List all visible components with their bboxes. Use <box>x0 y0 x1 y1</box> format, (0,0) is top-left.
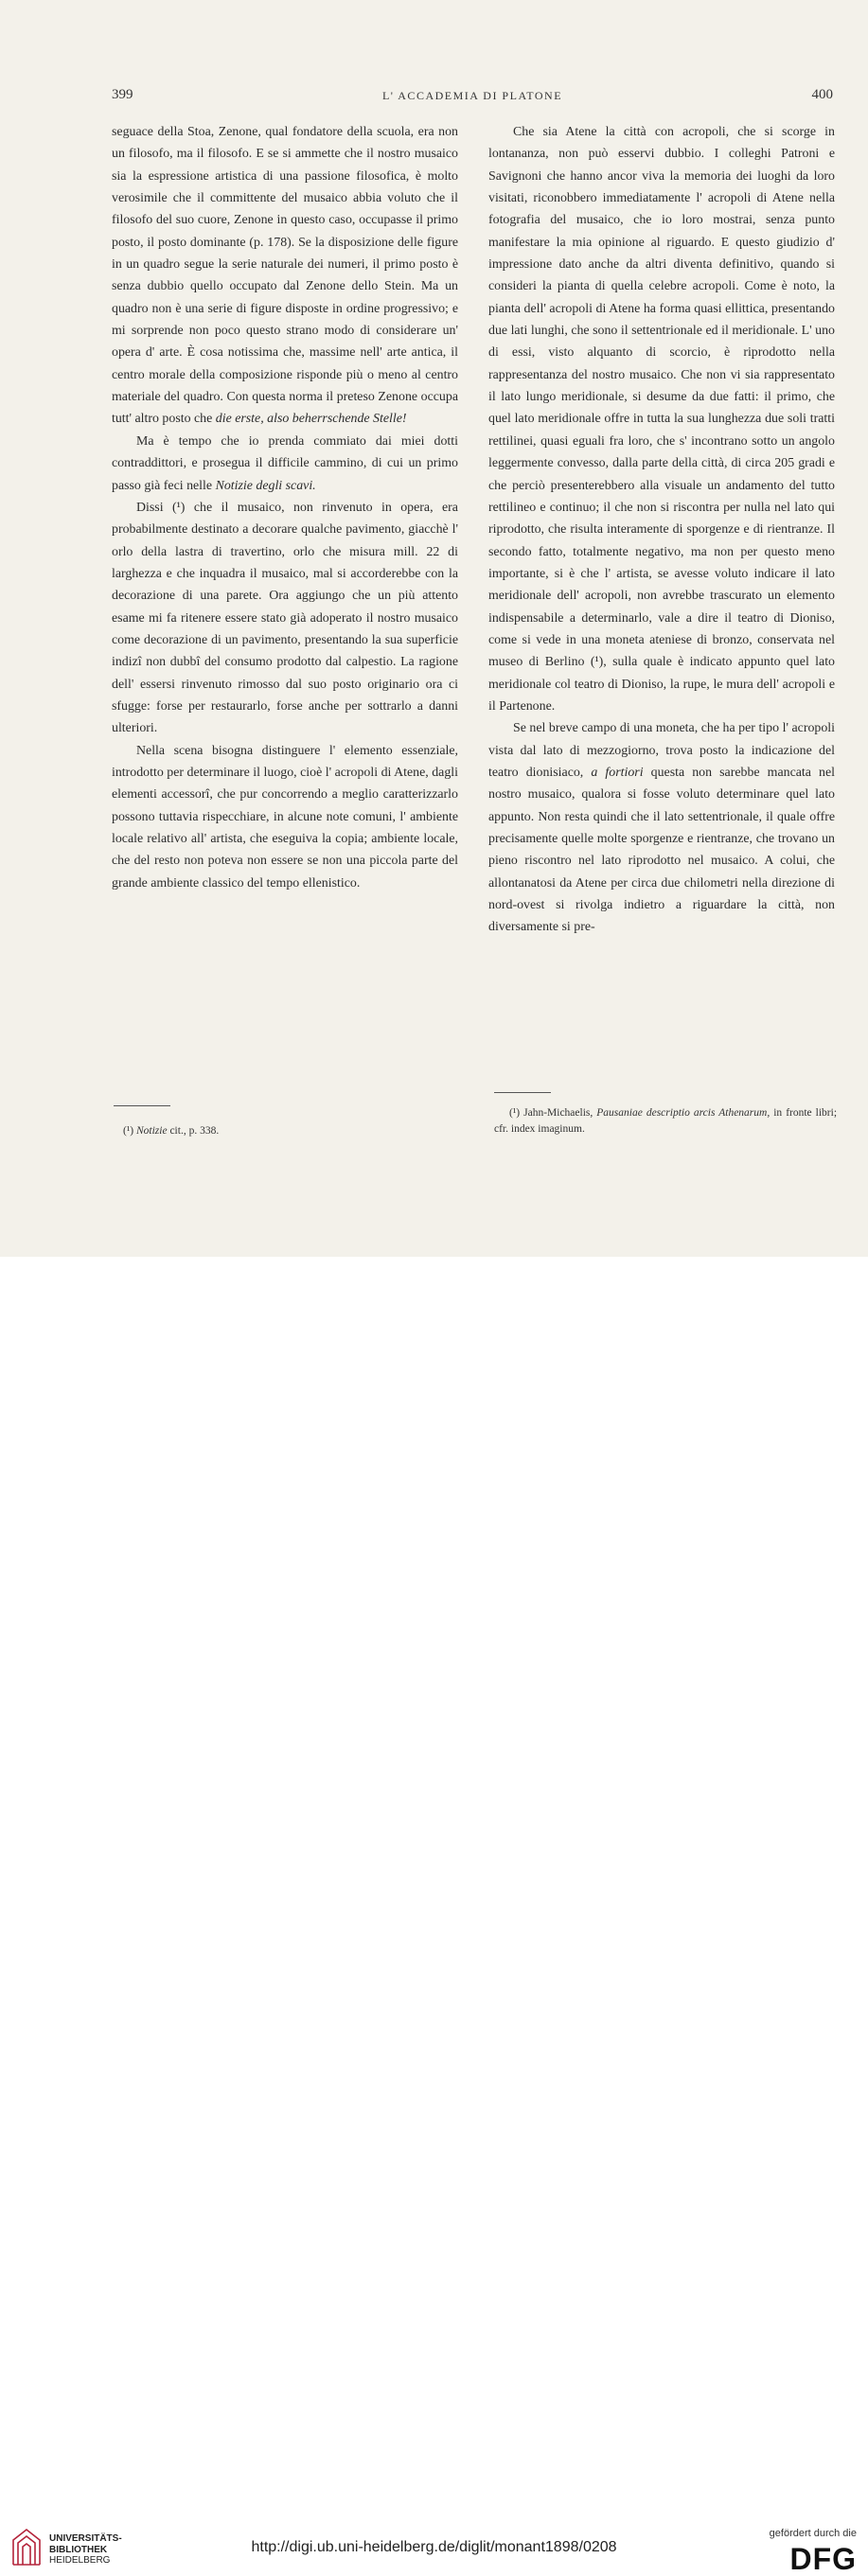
scanned-page <box>0 0 868 1257</box>
footnote-right: (¹) Jahn-Michaelis, Pausaniae descriptio arcis Athenarum, in fronte libri; cfr. index imaginum. <box>494 1107 838 1135</box>
left-column <box>112 121 458 894</box>
paragraph: Dissi (¹) che il musaico, non rinvenuto in opera, era probabilmente destinato a decorare qualche pavimento, giacchè l' orlo della lastra di travertino, orlo che misura mill. 22 di larghezza e che inquadra il musaico, mal si accorderebbe con la decorazione di una parete. Ora aggiungo che un più attento esame mi fa ritenere essere stato già adoperato il nostro musaico come decorazione di un pavimento, presentando la sua superficie indizî non dubbî del consumo prodotto dal calpestio. La ragione dell' essersi rinvenuto rimosso dal suo posto originario ora ci sfugge: forse per restaurarlo, forse anche per sottrarlo a danni ulteriori. <box>112 500 458 736</box>
footnote-ref: (¹), <box>590 655 607 670</box>
funding-caption: gefördert durch die <box>769 2528 857 2539</box>
page-number-left: 399 <box>112 87 133 102</box>
running-title: L' ACCADEMIA DI PLATONE <box>381 89 563 102</box>
running-head <box>112 87 833 108</box>
right-column <box>488 121 835 939</box>
university-library-label: UNIVERSITÄTS- BIBLIOTHEK HEIDELBERG <box>49 2533 122 2566</box>
dfg-logo: DFG <box>789 2542 857 2576</box>
paragraph: Nella scena bisogna distinguere l' elemento essenziale, introdotto per determinare il luogo, cioè l' acropoli di Atene, dagli elementi accessorî, che pur concorrendo a meglio caratterizzarlo possono tuttavia rispecchiare, in alcune note comuni, l' ambiente locale relativo all' artista, che eseguiva la copia; ambiente locale, che del resto non poteva non essere se non una piccola parte del grande ambiente classico del tempo ellenistico. <box>112 743 458 891</box>
paragraph: Ma è tempo che io prenda commiato dai miei dotti contraddittori, e prosegua il difficile cammino, di cui un primo passo già feci nelle Notizie degli scavi. <box>112 433 458 493</box>
paragraph: Se nel breve campo di una moneta, che ha per tipo l' acropoli vista dal lato di mezzogiorno, trova posto la indicazione del teatro dionisiaco, a fortiori questa non sarebbe mancata nel nostro musaico, qualora si fosse voluto determinare quel lato appunto. Non resta quindi che il lato settentrionale, il quale offre precisamente quelle molte sporgenze e rientranze, che trovano un pieno riscontro nel lato riprodotto nel musaico. A colui, che allontanatosi da Atene per circa due chilometri nella direzione di nord-ovest si rivolga indietro a riguardare la città, non diversamente si pre- <box>488 721 835 935</box>
permalink-url[interactable]: http://digi.ub.uni-heidelberg.de/diglit/monant1898/0208 <box>251 2539 617 2555</box>
paragraph: seguace della Stoa, Zenone, qual fondatore della scuola, era non un filosofo, ma il filosofo. E se si ammette che il nostro musaico sia la espressione artistica di una passione filosofica, è molto verosimile che il committente del musaico abbia voluto che il filosofo del suo cuore, Zenone in questo caso, occupasse il primo posto, il posto dominante (p. 178). Se la disposizione delle figure in un quadro segue la serie naturale dei numeri, il primo posto è senza dubbio quello occupato dal Zenone dello Stein. Ma un quadro non è una serie di figure disposte in ordine progressivo; e mi sorprende non poco questo strano modo di considerare un' opera d' arte. È cosa notissima che, massime nell' arte antica, il centro morale della composizione risponde più o meno al centro materiale del quadro. Con questa norma il preteso Zenone occupa tutt' altro posto che die erste, also beherrschende Stelle! <box>112 125 458 427</box>
paragraph: Che sia Atene la città con acropoli, che si scorge in lontananza, non può esservi dubbio. I colleghi Patroni e Savignoni che hanno ancor viva la memoria dei luoghi da loro visitati, riconobbero immediatamente l' acropoli di Atene nella fotografia del musaico, che io loro mostrai, senza punto manifestare la mia opinione al riguardo. E questo giudizio d' impressione dato anche da altri diventa definitivo, quando si consideri la pianta di quella celebre acropoli. Come è noto, la pianta dell' acropoli di Atene ha forma quasi ellittica, presentando due lati lunghi, che sono il settentrionale ed il meridionale. L' uno di essi, visto alquanto di scorcio, è riprodotto nella rappresentanza del nostro musaico. Che non vi sia rappresentato il lato lungo meridionale, si desume da due fatti: il primo, che quel lato meridionale offre in tutta la sua lunghezza due soli tratti rettilinei, quasi eguali fra loro, che s' incontrano sotto un angolo leggermente convesso, dalla parte della città, di circa 205 gradi e che perciò presenterebbero alla visuale un andamento del tutto rettilineo e continuo; il che non si riscontra per nulla nel lato qui riprodotto, che risulta interamente di sporgenze e di rientranze. Il secondo fatto, totalmente negativo, ma non per questo meno importante, si è che l' artista, se avesse voluto indicare il lato meridionale dell' acropoli, non avrebbe trascurato un elemento indispensabile a determinarlo, vale a dire il teatro di Dioniso, come si vede in una moneta ateniese di bronzo, conservata nel museo di Berlino (¹), sulla quale è indicato appunto quel lato meridionale col teatro di Dioniso, la rupe, le mura dell' acropoli e il Partenone. <box>488 125 836 714</box>
footnote-ref: (¹) <box>172 500 186 515</box>
footnote-rule-left <box>114 1105 170 1106</box>
footnote-rule-right <box>494 1092 551 1093</box>
footnote-left: (¹) Notizie cit., p. 338. <box>123 1125 220 1137</box>
page-number-right: 400 <box>811 87 833 102</box>
viewer-footer <box>0 1257 868 2576</box>
